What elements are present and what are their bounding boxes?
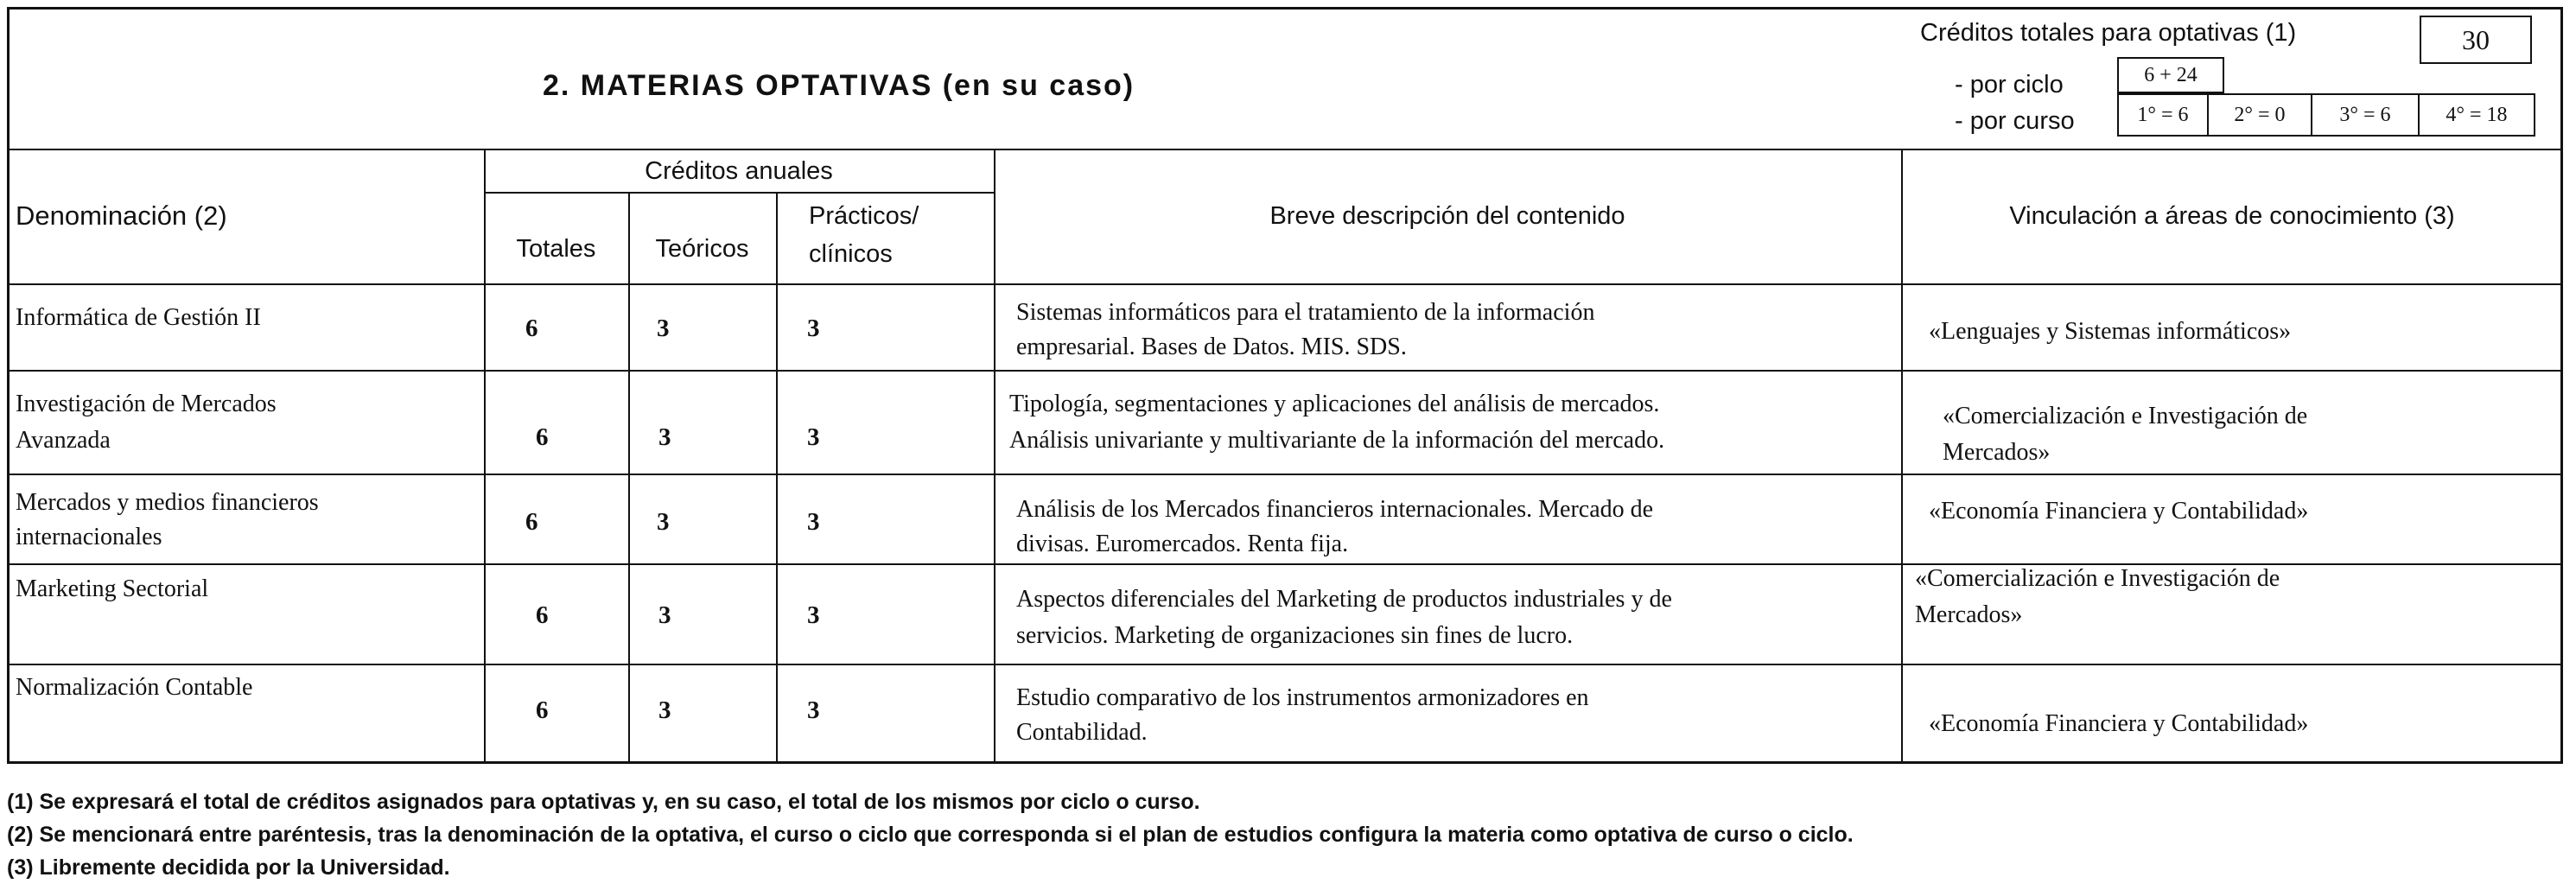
- row-1-area: «Lenguajes y Sistemas informáticos»: [1929, 318, 2292, 345]
- row-5-practicos: 3: [807, 696, 820, 724]
- row-2-name-line2: Avanzada: [16, 427, 111, 454]
- header-teoricos: Teóricos: [655, 235, 749, 263]
- row-3-practicos: 3: [807, 508, 820, 536]
- row-2-totales: 6: [536, 423, 549, 451]
- row-4-name: Marketing Sectorial: [16, 575, 209, 602]
- header-practicos-line1: Prácticos/: [809, 202, 919, 230]
- header-vinculacion: Vinculación a áreas de conocimiento (3): [2009, 202, 2455, 230]
- por-curso-value-2: 2° = 0: [2207, 93, 2312, 137]
- row-4-totales: 6: [536, 601, 549, 629]
- row-rule-4: [7, 664, 2563, 665]
- row-4-desc-line1: Aspectos diferenciales del Marketing de productos industriales y de: [1016, 586, 1672, 613]
- footnote-3: (3) Libremente decidida por la Universidad.: [7, 855, 450, 880]
- row-5-name: Normalización Contable: [16, 674, 253, 701]
- por-curso-value-3: 3° = 6: [2311, 93, 2420, 137]
- header-bottom-rule: [7, 149, 2563, 150]
- por-ciclo-label: - por ciclo: [1955, 71, 2064, 99]
- row-2-desc-line2: Análisis univariante y multivariante de la información del mercado.: [1009, 427, 1665, 454]
- row-rule-2: [7, 474, 2563, 475]
- row-5-teoricos: 3: [658, 696, 671, 724]
- row-3-teoricos: 3: [657, 508, 670, 536]
- row-rule-1: [7, 370, 2563, 372]
- col-rule-practicos: [994, 149, 995, 764]
- row-1-name: Informática de Gestión II: [16, 304, 261, 331]
- header-totales: Totales: [516, 235, 596, 263]
- row-3-name-line2: internacionales: [16, 524, 162, 550]
- row-1-desc-line1: Sistemas informáticos para el tratamiento de la información: [1016, 299, 1595, 326]
- row-1-totales: 6: [525, 315, 538, 342]
- creditos-anuales-rule: [484, 192, 994, 194]
- header-creditos-anuales: Créditos anuales: [645, 157, 833, 185]
- footnote-1: (1) Se expresará el total de créditos asignados para optativas y, en su caso, el total de los mismos por ciclo o curso.: [7, 790, 1200, 814]
- row-3-name-line1: Mercados y medios financieros: [16, 489, 319, 516]
- row-5-desc-line2: Contabilidad.: [1016, 719, 1148, 746]
- col-rule-totales: [628, 192, 630, 764]
- row-4-practicos: 3: [807, 601, 820, 629]
- header-descripcion: Breve descripción del contenido: [1269, 202, 1625, 230]
- row-2-desc-line1: Tipología, segmentaciones y aplicaciones del análisis de mercados.: [1009, 391, 1660, 417]
- row-4-teoricos: 3: [658, 601, 671, 629]
- row-3-desc-line1: Análisis de los Mercados financieros internacionales. Mercado de: [1016, 496, 1654, 523]
- row-2-teoricos: 3: [658, 423, 671, 451]
- row-2-name-line1: Investigación de Mercados: [16, 391, 277, 417]
- por-curso-value-1: 1° = 6: [2117, 93, 2209, 137]
- row-5-desc-line1: Estudio comparativo de los instrumentos armonizadores en: [1016, 684, 1589, 711]
- por-curso-label: - por curso: [1955, 107, 2075, 135]
- footnote-2: (2) Se mencionará entre paréntesis, tras la denominación de la optativa, el curso o ciclo que corresponda si el plan de estudios configura la materia como optativa de curso o ciclo.: [7, 823, 1854, 847]
- row-2-area-line2: Mercados»: [1943, 439, 2051, 466]
- por-curso-value-4: 4° = 18: [2418, 93, 2535, 137]
- row-2-area-line1: «Comercialización e Investigación de: [1943, 403, 2308, 429]
- row-3-area: «Economía Financiera y Contabilidad»: [1929, 498, 2309, 524]
- header-denominacion: Denominación (2): [16, 200, 227, 231]
- row-4-area-line1: «Comercialización e Investigación de: [1915, 565, 2280, 592]
- section-title: 2. MATERIAS OPTATIVAS (en su caso): [543, 69, 1135, 102]
- row-4-area-line2: Mercados»: [1915, 601, 2023, 628]
- header-practicos-line2: clínicos: [809, 240, 893, 268]
- row-5-totales: 6: [536, 696, 549, 724]
- creditos-totales-label: Créditos totales para optativas (1): [1920, 19, 2297, 47]
- row-5-area: «Economía Financiera y Contabilidad»: [1929, 710, 2309, 737]
- row-3-totales: 6: [525, 508, 538, 536]
- por-ciclo-value: 6 + 24: [2117, 57, 2224, 93]
- column-header-rule: [7, 283, 2563, 285]
- row-1-teoricos: 3: [657, 315, 670, 342]
- col-rule-descripcion: [1901, 149, 1903, 764]
- col-rule-teoricos: [776, 192, 778, 764]
- row-1-practicos: 3: [807, 315, 820, 342]
- creditos-totales-value: 30: [2420, 16, 2532, 64]
- row-4-desc-line2: servicios. Marketing de organizaciones sin fines de lucro.: [1016, 622, 1574, 649]
- row-3-desc-line2: divisas. Euromercados. Renta fija.: [1016, 531, 1349, 557]
- row-1-desc-line2: empresarial. Bases de Datos. MIS. SDS.: [1016, 334, 1407, 360]
- row-2-practicos: 3: [807, 423, 820, 451]
